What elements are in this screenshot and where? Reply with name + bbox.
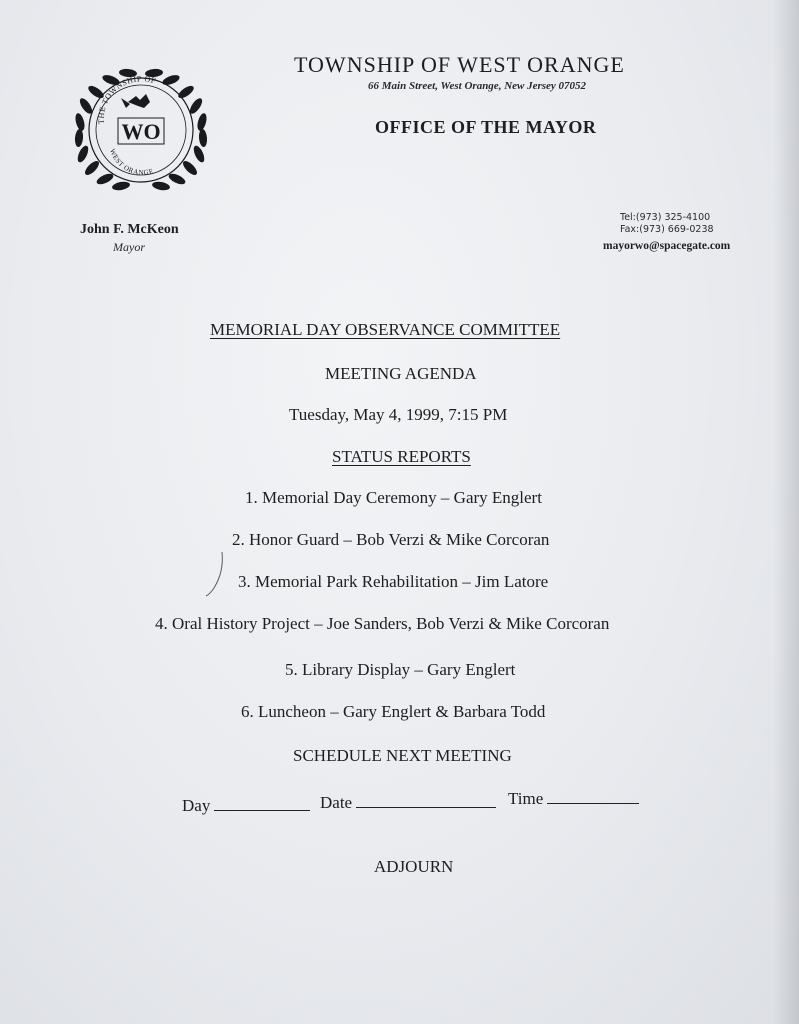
time-field xyxy=(508,789,639,809)
day-blank xyxy=(214,809,310,811)
date-blank xyxy=(356,806,496,808)
date-label: Date xyxy=(320,793,353,812)
township-address: 66 Main Street, West Orange, New Jersey 07052 xyxy=(368,80,587,92)
office-title: OFFICE OF THE MAYOR xyxy=(375,117,597,137)
day-label: Day xyxy=(182,796,211,815)
pen-mark-icon xyxy=(200,548,230,598)
agenda-item: 6. Luncheon – Gary Englert & Barbara Todd xyxy=(241,702,546,721)
time-label: Time xyxy=(508,789,544,808)
svg-text:THE TOWNSHIP OF: THE TOWNSHIP OF xyxy=(96,74,158,125)
agenda-heading: MEETING AGENDA xyxy=(325,364,477,383)
contact-block xyxy=(603,212,731,252)
agenda-item: 2. Honor Guard – Bob Verzi & Mike Corcoran xyxy=(232,530,550,549)
fax-number: Fax:(973) 669-0238 xyxy=(620,224,714,235)
time-blank xyxy=(547,802,639,804)
day-field xyxy=(182,796,310,816)
agenda-item: 3. Memorial Park Rehabilitation – Jim Latore xyxy=(238,572,549,591)
agenda-item: 1. Memorial Day Ceremony – Gary Englert xyxy=(245,488,542,507)
date-field xyxy=(320,793,496,813)
meeting-datetime: Tuesday, May 4, 1999, 7:15 PM xyxy=(289,405,508,424)
mayor-title: Mayor xyxy=(113,240,145,254)
mayor-name: John F. McKeon xyxy=(80,222,179,237)
schedule-heading: SCHEDULE NEXT MEETING xyxy=(293,746,512,765)
email-address: mayorwo@spacegate.com xyxy=(603,240,731,252)
adjourn-text: ADJOURN xyxy=(374,857,454,876)
agenda-item: 5. Library Display – Gary Englert xyxy=(285,660,516,679)
status-reports-heading: STATUS REPORTS xyxy=(332,447,471,466)
tel-number: Tel:(973) 325-4100 xyxy=(620,212,711,223)
svg-text:WO: WO xyxy=(121,119,161,144)
committee-title: MEMORIAL DAY OBSERVANCE COMMITTEE xyxy=(210,320,561,339)
svg-text:WEST ORANGE: WEST ORANGE xyxy=(107,147,155,177)
page-edge-shadow xyxy=(773,0,799,1024)
township-title: TOWNSHIP OF WEST ORANGE xyxy=(294,52,625,77)
agenda-item: 4. Oral History Project – Joe Sanders, Bob Verzi & Mike Corcoran xyxy=(155,614,610,633)
township-seal-icon xyxy=(66,58,216,198)
